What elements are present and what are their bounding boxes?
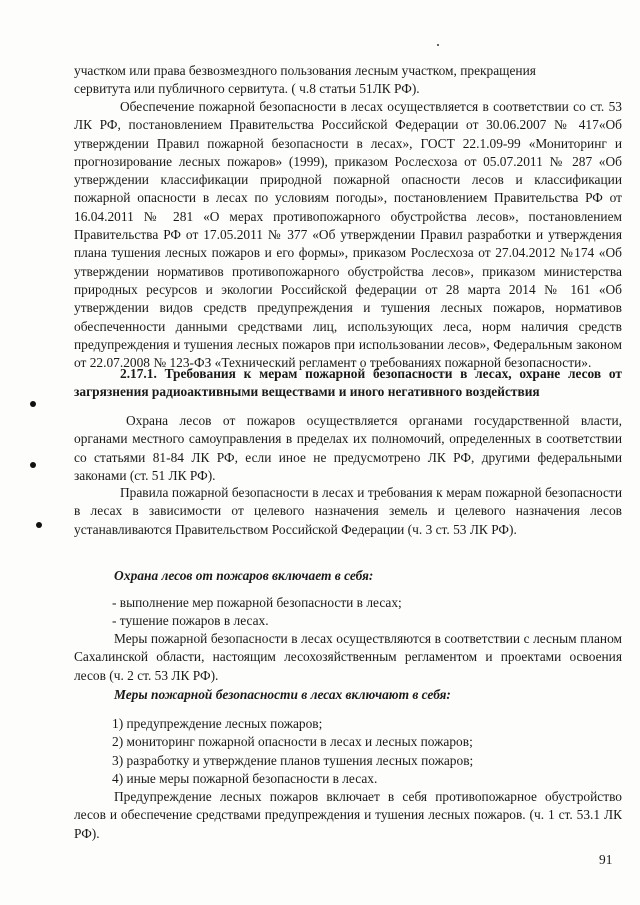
- list-item: - выполнение мер пожарной безопасности в лесах;: [112, 595, 402, 610]
- fire-legal-basis-block: [74, 98, 622, 372]
- protection-paragraph: Охрана лесов от пожаров осуществляется органами государственной власти, органами местного самоуправления в пределах их полномочий, определенных в соответствии со статьями 81-84 ЛК РФ, если иное не предусмотрено ЛК РФ, другими федеральными законами (ст. 51 ЛК РФ).: [74, 413, 622, 483]
- list-item: 2) мониторинг пожарной опасности в лесах и лесных пожаров;: [112, 734, 473, 750]
- intro-line-2: сервитута или публичного сервитута. ( ч.8 статьи 51ЛК РФ).: [74, 81, 420, 97]
- italic-heading-measures: Меры пожарной безопасности в лесах включают в себя:: [114, 687, 451, 702]
- italic-heading-2-block: [74, 686, 622, 704]
- italic-heading-protection: Охрана лесов от пожаров включает в себя:: [114, 568, 374, 583]
- measures-block: [74, 630, 622, 685]
- section-heading: 2.17.1. Требования к мерам пожарной безопасности в лесах, охране лесов от загрязнения радиоактивными веществами и иного негативного воздействия: [74, 366, 622, 400]
- prevention-paragraph: Предупреждение лесных пожаров включает в себя противопожарное обустройство лесов и обеспечение средствами предупреждения и тушения лесных пожаров. (ч. 1 ст. 53.1 ЛК РФ).: [74, 789, 622, 841]
- intro-line-1: участком или права безвозмездного пользования лесным участком, прекращения: [74, 63, 536, 78]
- list-item: 4) иные меры пожарной безопасности в лесах.: [112, 770, 378, 786]
- measures-paragraph: Меры пожарной безопасности в лесах осуществляются в соответствии с лесным планом Сахалинской области, настоящим лесохозяйственным регламентом и проектами освоения лесов (ч. 2 ст. 53 ЛК РФ).: [74, 631, 622, 683]
- list-item: 1) предупреждение лесных пожаров;: [112, 716, 323, 731]
- protection-block: [74, 412, 622, 485]
- rules-paragraph: Правила пожарной безопасности в лесах и требования к мерам пожарной безопасности в лесах в зависимости от целевого назначения земель и целевого назначения лесов устанавливаются Правительством Российской Федерации (ч. 3 ст. 53 ЛК РФ).: [74, 485, 622, 537]
- measures-list: [74, 715, 622, 788]
- binder-hole-mark: [30, 401, 36, 407]
- binder-hole-mark: [30, 462, 36, 468]
- intro-block: [74, 62, 622, 99]
- rules-block: [74, 484, 622, 539]
- italic-heading-1-block: [74, 567, 622, 585]
- list-item: 3) разработку и утверждение планов тушения лесных пожаров;: [112, 752, 474, 768]
- prevention-block: [74, 788, 622, 843]
- fire-legal-basis-paragraph: Обеспечение пожарной безопасности в лесах осуществляется в соответствии со ст. 53 ЛК РФ, постановлением Правительства Российской Федерации от 30.06.2007 № 417«Об утверждении Правил пожарной безопасности в лесах», ГОСТ 22.1.09-99 «Мониторинг и прогнозирование лесных пожаров» (1999), приказом Рослесхоза от 05.07.2011 № 287 «Об утверждении классификации природной пожарной опасности лесов и классификации пожарной опасности в лесах по условиям погоды», постановлением Правительства РФ от 16.04.2011 № 281 «О мерах противопожарного обустройства лесов», постановлением Правительства РФ от 17.05.2011 № 377 «Об утверждении Правил разработки и утверждения плана тушения лесных пожаров и его формы», приказом Рослесхоза от 27.04.2012 №174 «Об утверждении нормативов противопожарного обустройства лесов», приказом министерства природных ресурсов и экологии Российской федерации от 28 марта 2014 № 161 «Об утверждении видов средств предупреждения и тушения лесных пожаров, нормативов обеспеченности данными средствами лиц, использующих леса, норм наличия средств предупреждения и тушения лесных пожаров при использовании лесов», Федеральным законом от 22.07.2008 № 123-ФЗ «Технический регламент о требованиях пожарной безопасности».: [74, 99, 622, 371]
- scan-speck: [437, 44, 439, 46]
- protection-list: [74, 594, 622, 631]
- binder-hole-mark: [36, 522, 42, 528]
- page-number: 91: [599, 852, 613, 867]
- section-heading-block: [74, 365, 622, 402]
- list-item: - тушение пожаров в лесах.: [112, 613, 269, 629]
